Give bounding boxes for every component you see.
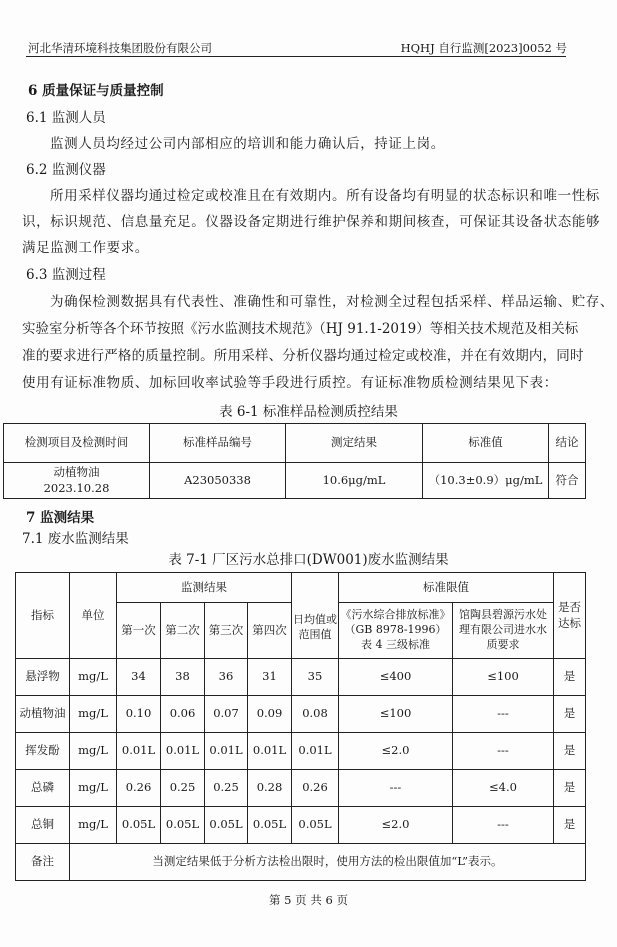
value-cell: 0.28 — [248, 770, 292, 807]
header-time: 第二次 — [161, 603, 205, 659]
header-index: 指标 — [16, 573, 70, 659]
table-7-1 — [15, 572, 586, 881]
header-cell: 测定结果 — [286, 424, 423, 463]
table-row — [16, 696, 586, 733]
section-6-1-text: 监测人员均经过公司内部相应的培训和能力确认后，持证上岗。 — [50, 136, 445, 152]
std1-cell: ≤400 — [339, 659, 453, 696]
value-cell: 0.26 — [117, 770, 161, 807]
std2-cell: ≤4.0 — [453, 770, 554, 807]
value-cell: 0.01L — [205, 733, 248, 770]
header-time: 第三次 — [205, 603, 248, 659]
index-cell: 总磷 — [16, 770, 70, 807]
remark-label: 备注 — [16, 844, 70, 881]
section-6-2-line: 所用采样仪器均通过检定或校准且在有效期内。所有设备均有明显的状态标识和唯一性标 — [50, 188, 600, 204]
item-cell — [4, 463, 150, 499]
std2-cell: --- — [453, 696, 554, 733]
item-date: 2023.10.28 — [43, 480, 110, 495]
value-cell: 0.05L — [205, 807, 248, 844]
value-cell: 0.05L — [117, 807, 161, 844]
value-cell: 0.10 — [117, 696, 161, 733]
section-6-3-line: 为确保检测数据具有代表性、准确性和可靠性，对检测全过程包括采样、样品运输、贮存、 — [50, 294, 614, 310]
pass-cell: 是 — [554, 733, 586, 770]
pass-cell: 是 — [554, 659, 586, 696]
header-cell: 结论 — [549, 424, 586, 463]
index-cell: 总铜 — [16, 807, 70, 844]
report-number: HQHJ 自行监测[2023]0052 号 — [400, 41, 567, 55]
value-cell: 34 — [117, 659, 161, 696]
value-cell: 0.01L — [248, 733, 292, 770]
value-cell: 0.05L — [161, 807, 205, 844]
value-cell: 0.07 — [205, 696, 248, 733]
value-cell: 0.01L — [161, 733, 205, 770]
table-6-1-caption: 表 6-1 标准样品检测质控结果 — [219, 404, 398, 420]
header-pass: 是否达标 — [554, 573, 586, 659]
section-7-1-title: 7.1 废水监测结果 — [22, 531, 129, 547]
section-6-2-line: 满足监测工作要求。 — [22, 240, 149, 256]
value-cell: 0.05L — [248, 807, 292, 844]
pass-cell: 是 — [554, 770, 586, 807]
section-6-2-title: 6.2 监测仪器 — [26, 162, 106, 178]
std2-cell: ≤100 — [453, 659, 554, 696]
std1-line: 《污水综合排放标准》 — [340, 608, 451, 622]
header-time: 第一次 — [117, 603, 161, 659]
daily-cell: 0.26 — [292, 770, 339, 807]
table-6-1 — [3, 423, 586, 499]
company-name: 河北华清环境科技集团股份有限公司 — [28, 41, 212, 55]
unit-cell: mg/L — [70, 696, 117, 733]
header-std1 — [339, 603, 453, 659]
remark-text: 当测定结果低于分析方法检出限时，使用方法的检出限值加“L”表示。 — [70, 844, 586, 881]
table-row — [16, 659, 586, 696]
pass-cell: 是 — [554, 696, 586, 733]
header-cell: 标准样品编号 — [150, 424, 286, 463]
sample-no-cell: A23050338 — [150, 463, 286, 499]
index-cell: 动植物油 — [16, 696, 70, 733]
value-cell: 0.25 — [205, 770, 248, 807]
section-7-title: 7 监测结果 — [26, 510, 95, 526]
unit-cell: mg/L — [70, 807, 117, 844]
std1-cell: ≤2.0 — [339, 733, 453, 770]
unit-cell: mg/L — [70, 659, 117, 696]
section-6-3-line: 准的要求进行严格的质量控制。所用采样、分析仪器均通过检定或校准，并在有效期内，同时 — [22, 348, 584, 364]
section-6-2-line: 识，标识规范、信息量充足。仪器设备定期进行维护保养和期间核查，可保证其设备状态能够 — [22, 214, 601, 230]
result-cell: 10.6μg/mL — [286, 463, 423, 499]
value-cell: 0.25 — [161, 770, 205, 807]
pass-cell: 是 — [554, 807, 586, 844]
daily-cell: 0.08 — [292, 696, 339, 733]
std1-line: 表 4 三级标准 — [361, 637, 430, 651]
daily-cell: 0.01L — [292, 733, 339, 770]
std1-cell: --- — [339, 770, 453, 807]
conclusion-cell: 符合 — [549, 463, 586, 499]
value-cell: 36 — [205, 659, 248, 696]
table-7-1-caption: 表 7-1 厂区污水总排口(DW001)废水监测结果 — [168, 552, 449, 568]
header-cell: 检测项目及检测时间 — [4, 424, 150, 463]
index-cell: 悬浮物 — [16, 659, 70, 696]
header-unit: 单位 — [70, 573, 117, 659]
standard-cell: （10.3±0.9）μg/mL — [423, 463, 549, 499]
header-rule — [26, 56, 566, 57]
remark-row — [16, 844, 586, 881]
index-cell: 挥发酚 — [16, 733, 70, 770]
std2-cell: --- — [453, 807, 554, 844]
header-daily: 日均值或范围值 — [292, 573, 339, 659]
header-limits: 标准限值 — [339, 573, 554, 603]
section-6-1-title: 6.1 监测人员 — [26, 110, 106, 126]
header-results: 监测结果 — [117, 573, 292, 603]
section-6-title: 6 质量保证与质量控制 — [28, 83, 164, 99]
std1-cell: ≤2.0 — [339, 807, 453, 844]
header-std2: 馆陶县碧源污水处理有限公司进水水质要求 — [453, 603, 554, 659]
header-cell: 标准值 — [423, 424, 549, 463]
item-name: 动植物油 — [53, 464, 100, 479]
page-number: 第 5 页 共 6 页 — [269, 893, 348, 907]
unit-cell: mg/L — [70, 770, 117, 807]
table-row — [16, 733, 586, 770]
section-6-3-line: 使用有证标准物质、加标回收率试验等手段进行质控。有证标准物质检测结果见下表： — [22, 375, 558, 391]
std2-cell: --- — [453, 733, 554, 770]
table-row — [4, 463, 586, 499]
std1-line: （GB 8978-1996） — [344, 623, 447, 637]
header-time: 第四次 — [248, 603, 292, 659]
table-row — [16, 807, 586, 844]
table-row — [16, 770, 586, 807]
unit-cell: mg/L — [70, 733, 117, 770]
value-cell: 0.06 — [161, 696, 205, 733]
daily-cell: 35 — [292, 659, 339, 696]
value-cell: 0.09 — [248, 696, 292, 733]
std1-cell: ≤100 — [339, 696, 453, 733]
section-6-3-title: 6.3 监测过程 — [26, 267, 106, 283]
value-cell: 31 — [248, 659, 292, 696]
daily-cell: 0.05L — [292, 807, 339, 844]
value-cell: 0.01L — [117, 733, 161, 770]
section-6-3-line: 实验室分析等各个环节按照《污水监测技术规范》（HJ 91.1-2019）等相关技术规范及相关标 — [22, 321, 579, 337]
value-cell: 38 — [161, 659, 205, 696]
